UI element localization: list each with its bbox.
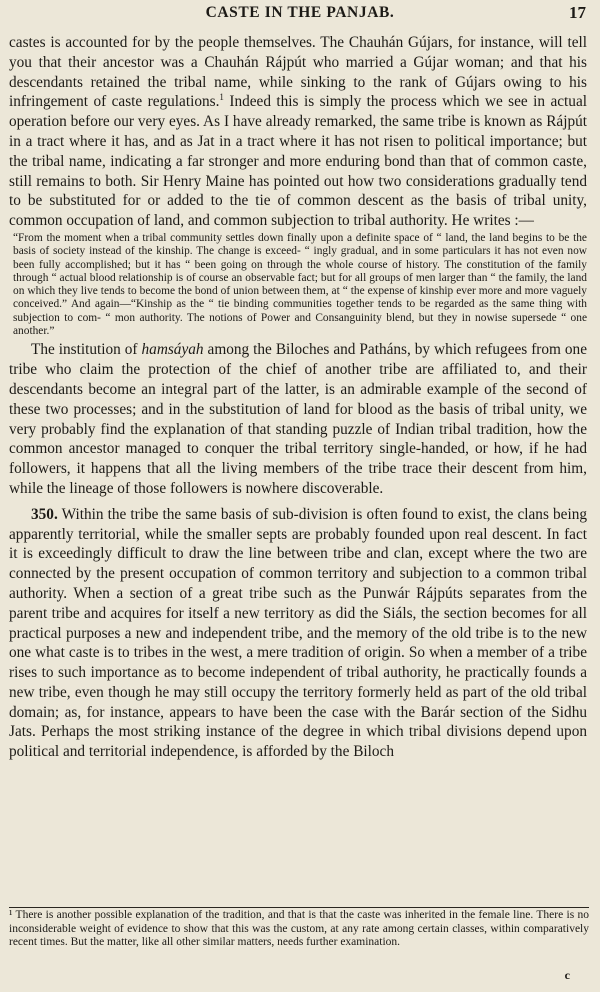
paragraph-2-text-b: among the Biloches and Patháns, by which refugees from one tribe who claim the protection of the chief of another tribe are affiliated to, and their descendants become an integral part of the latter, is an admirable example of the second of these two processes; and in the substitution of land for blood as the basis of tribal unity, we very probably find the explanation of that standing puzzle of Indian tribal tradition, how the common ancestor managed to conquer the tribal territory single-handed, or how, if he had followers, it happens that all the living members of the tribe trace their descent from him, while the lineage of those followers is nowhere discoverable. [9, 341, 588, 497]
paragraph-2-term: hamsáyah [141, 341, 204, 359]
paragraph-1-continued: Indeed this is simply the process which we see in actual operation before our very eyes. As I have already remarked, the same tribe is known as Rájpút in a tract where it has, and as Jat in a tract where it has not risen to political importance; but the tribal name, indicating a far stronger and more enduring bond than that of common caste, still remains to both. Sir Henry Maine has pointed out how two considerations gradually tend to be substituted for or added to the tie of common descent as the basis of tribal unity, common occupation of land, and common subjection to tribal authority. He writes :— [9, 93, 587, 230]
running-title: CASTE IN THE PANJAB. [205, 4, 395, 21]
signature-mark: c [564, 968, 570, 982]
paragraph-350-text: Within the tribe the same basis of sub-division is often found to exist, the clans being apparently territorial, while the smaller septs are probably founded upon real descent. In fact it is exceedingly difficult to draw the line between tribe and clan, except where the two are connected by the present occupation of common territory and subjection to a common tribal authority. When a section of a great tribe such as the Punwár Rájpúts separates from the parent tribe and acquires for itself a new territory as did the Siáls, the section becomes for all practical purposes a new and independent tribe, and the memory of the old tribe is to the new one what caste is to tribes in the west, a mere tradition of origin. So when a member of a tribe rises to such importance as to become independent of tribal authority, he practically founds a new tribe, even though he may still occupy the territory formerly held as part of the old tribal domain; as, for instance, appears to have been the case with the Barár section of the Sidhu Jats. Perhaps the most striking instance of the degree in which tribal divisions depend upon political and territorial independence, is afforded by the Biloch [9, 505, 587, 761]
paragraph-2-text-a: The institution of [31, 341, 142, 359]
paragraph-2 [9, 340, 587, 498]
paragraph-1 [9, 33, 587, 231]
block-quote: “From the moment when a tribal community settles down finally upon a definite space of “ land, the land begins to be the basis of society instead of the kinship. The change is exceed- “ ingly gradual, and in some particulars it has not even now been fully accomplished; but it has “ been going on through the whole course of history. The constitution of the family through “ actual blood relationship is of course an observable fact; but for all groups of men larger than “ the family, the land on which they live tends to become the bond of union between them, at “ the expense of kinship ever more and more vaguely conceived.” And again—“Kinship as the “ tie binding communities together tends to be regarded as the same thing with subjection to com- “ mon authority. The notions of Power and Consanguinity blend, but they in nowise supersede “ one another.” [13, 231, 587, 338]
footnote-reference: 1 [219, 92, 224, 103]
paragraph-350 [9, 505, 587, 762]
page-header [0, 4, 600, 26]
paragraph-number: 350. [31, 505, 58, 523]
paragraph-1-text: castes is accounted for by the people themselves. The Chauhán Gújars, for instance, will tell you that their ancestor was a Chauhán Rájpút who married a Gújar woman; and that his descendants retained the tribal name, while sinking to the rank of Gújars owing to his infringement of caste regulations. [9, 34, 587, 111]
page-number: 17 [569, 3, 586, 22]
footnote: ¹ There is another possible explanation of the tradition, and that is that the caste was inherited in the female line. There is no inconsiderable weight of evidence to show that this was the custom, at any rate among certain classes, within comparatively recent times. But the matter, like all other similar matters, needs further examination. [9, 909, 589, 948]
footnote-divider [9, 907, 589, 908]
body-text [9, 33, 587, 762]
